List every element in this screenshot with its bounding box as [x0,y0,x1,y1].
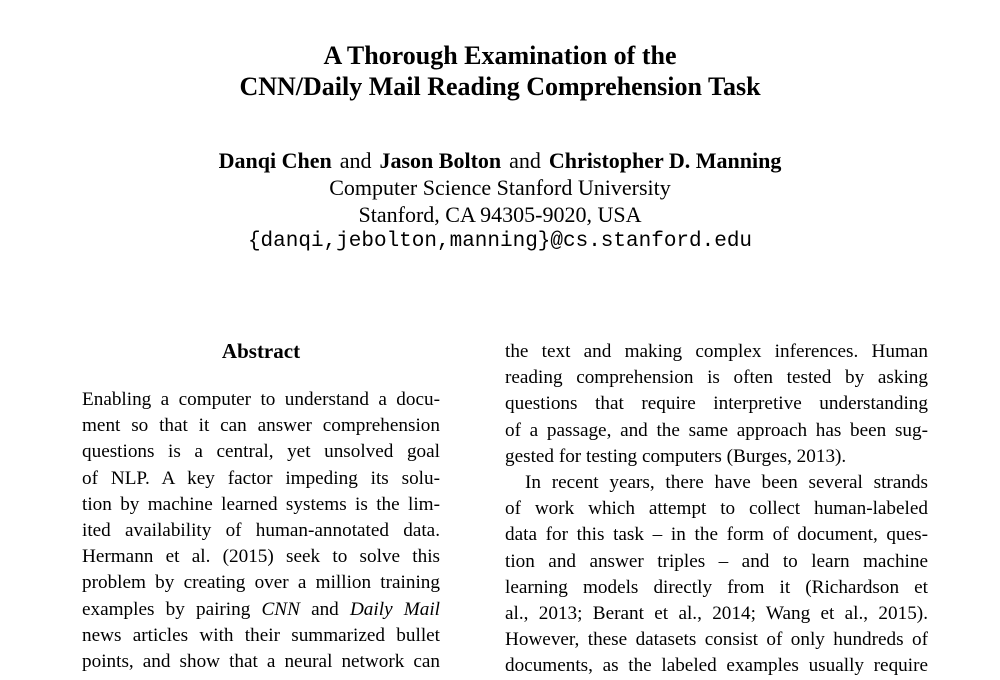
author-1: Danqi Chen [218,148,332,173]
title-line-2: CNN/Daily Mail Reading Comprehension Task [239,72,761,101]
abstract-line: news articles with their summarized bullet [82,624,440,646]
abstract-line: problem by creating over a million training [82,572,440,594]
intro-line: documents, as the labeled examples usually require [505,655,928,677]
abstract-italic-cnn: CNN [261,598,300,620]
abstract-line: Enabling a computer to understand a docu- [82,389,440,410]
title-line-1: A Thorough Examination of the [323,41,677,70]
intro-body [505,339,928,679]
author-names [0,147,1000,174]
affiliation: Computer Science Stanford University [329,175,671,200]
abstract-line: ment so that it can answer comprehension [82,415,440,437]
intro-line: al., 2013; Berant et al., 2014; Wang et al., 2015). [505,602,928,624]
author-3: Christopher D. Manning [548,148,782,173]
abstract-line: ited availability of human-annotated data. [82,519,440,541]
abstract-text: and [299,598,350,620]
intro-line: tion and answer triples – and to learn machine [505,550,928,572]
intro-line: reading comprehension is often tested by asking [505,367,928,389]
address: Stanford, CA 94305-9020, USA [358,202,642,227]
intro-line: However, these datasets consist of only hundreds of [505,629,928,651]
abstract-line: Hermann et al. (2015) seek to solve this [82,546,440,568]
abstract-line: points, and show that a neural network can [82,650,440,672]
intro-line: In recent years, there have been several strands [525,471,928,493]
abstract-body [82,387,440,675]
author-conjunction: and [339,148,372,173]
intro-line: data for this task – in the form of document, ques- [505,524,928,546]
abstract-italic-dailymail: Daily Mail [349,598,440,620]
paper-title [0,40,1000,102]
abstract-line: questions is a central, yet unsolved goal [82,441,440,463]
abstract-line [82,597,440,623]
abstract-heading: Abstract [221,339,301,363]
author-block [0,147,1000,255]
email-addresses: {danqi,jebolton,manning}@cs.stanford.edu [247,230,753,253]
intro-line: gested for testing computers (Burges, 2013). [505,445,847,467]
intro-line: the text and making complex inferences. Human [505,341,928,362]
abstract-text: examples by pairing [82,598,262,620]
intro-line: questions that require interpretive understanding [505,393,928,415]
intro-line: of a passage, and the same approach has been sug- [505,419,928,441]
author-conjunction: and [509,148,541,173]
intro-line: of work which attempt to collect human-labeled [505,498,928,520]
abstract-line: of NLP. A key factor impeding its solu- [82,467,440,489]
intro-line: learning models directly from it (Richardson et [505,576,928,598]
abstract-line: tion by machine learned systems is the lim- [82,493,440,515]
author-2: Jason Bolton [379,148,502,173]
